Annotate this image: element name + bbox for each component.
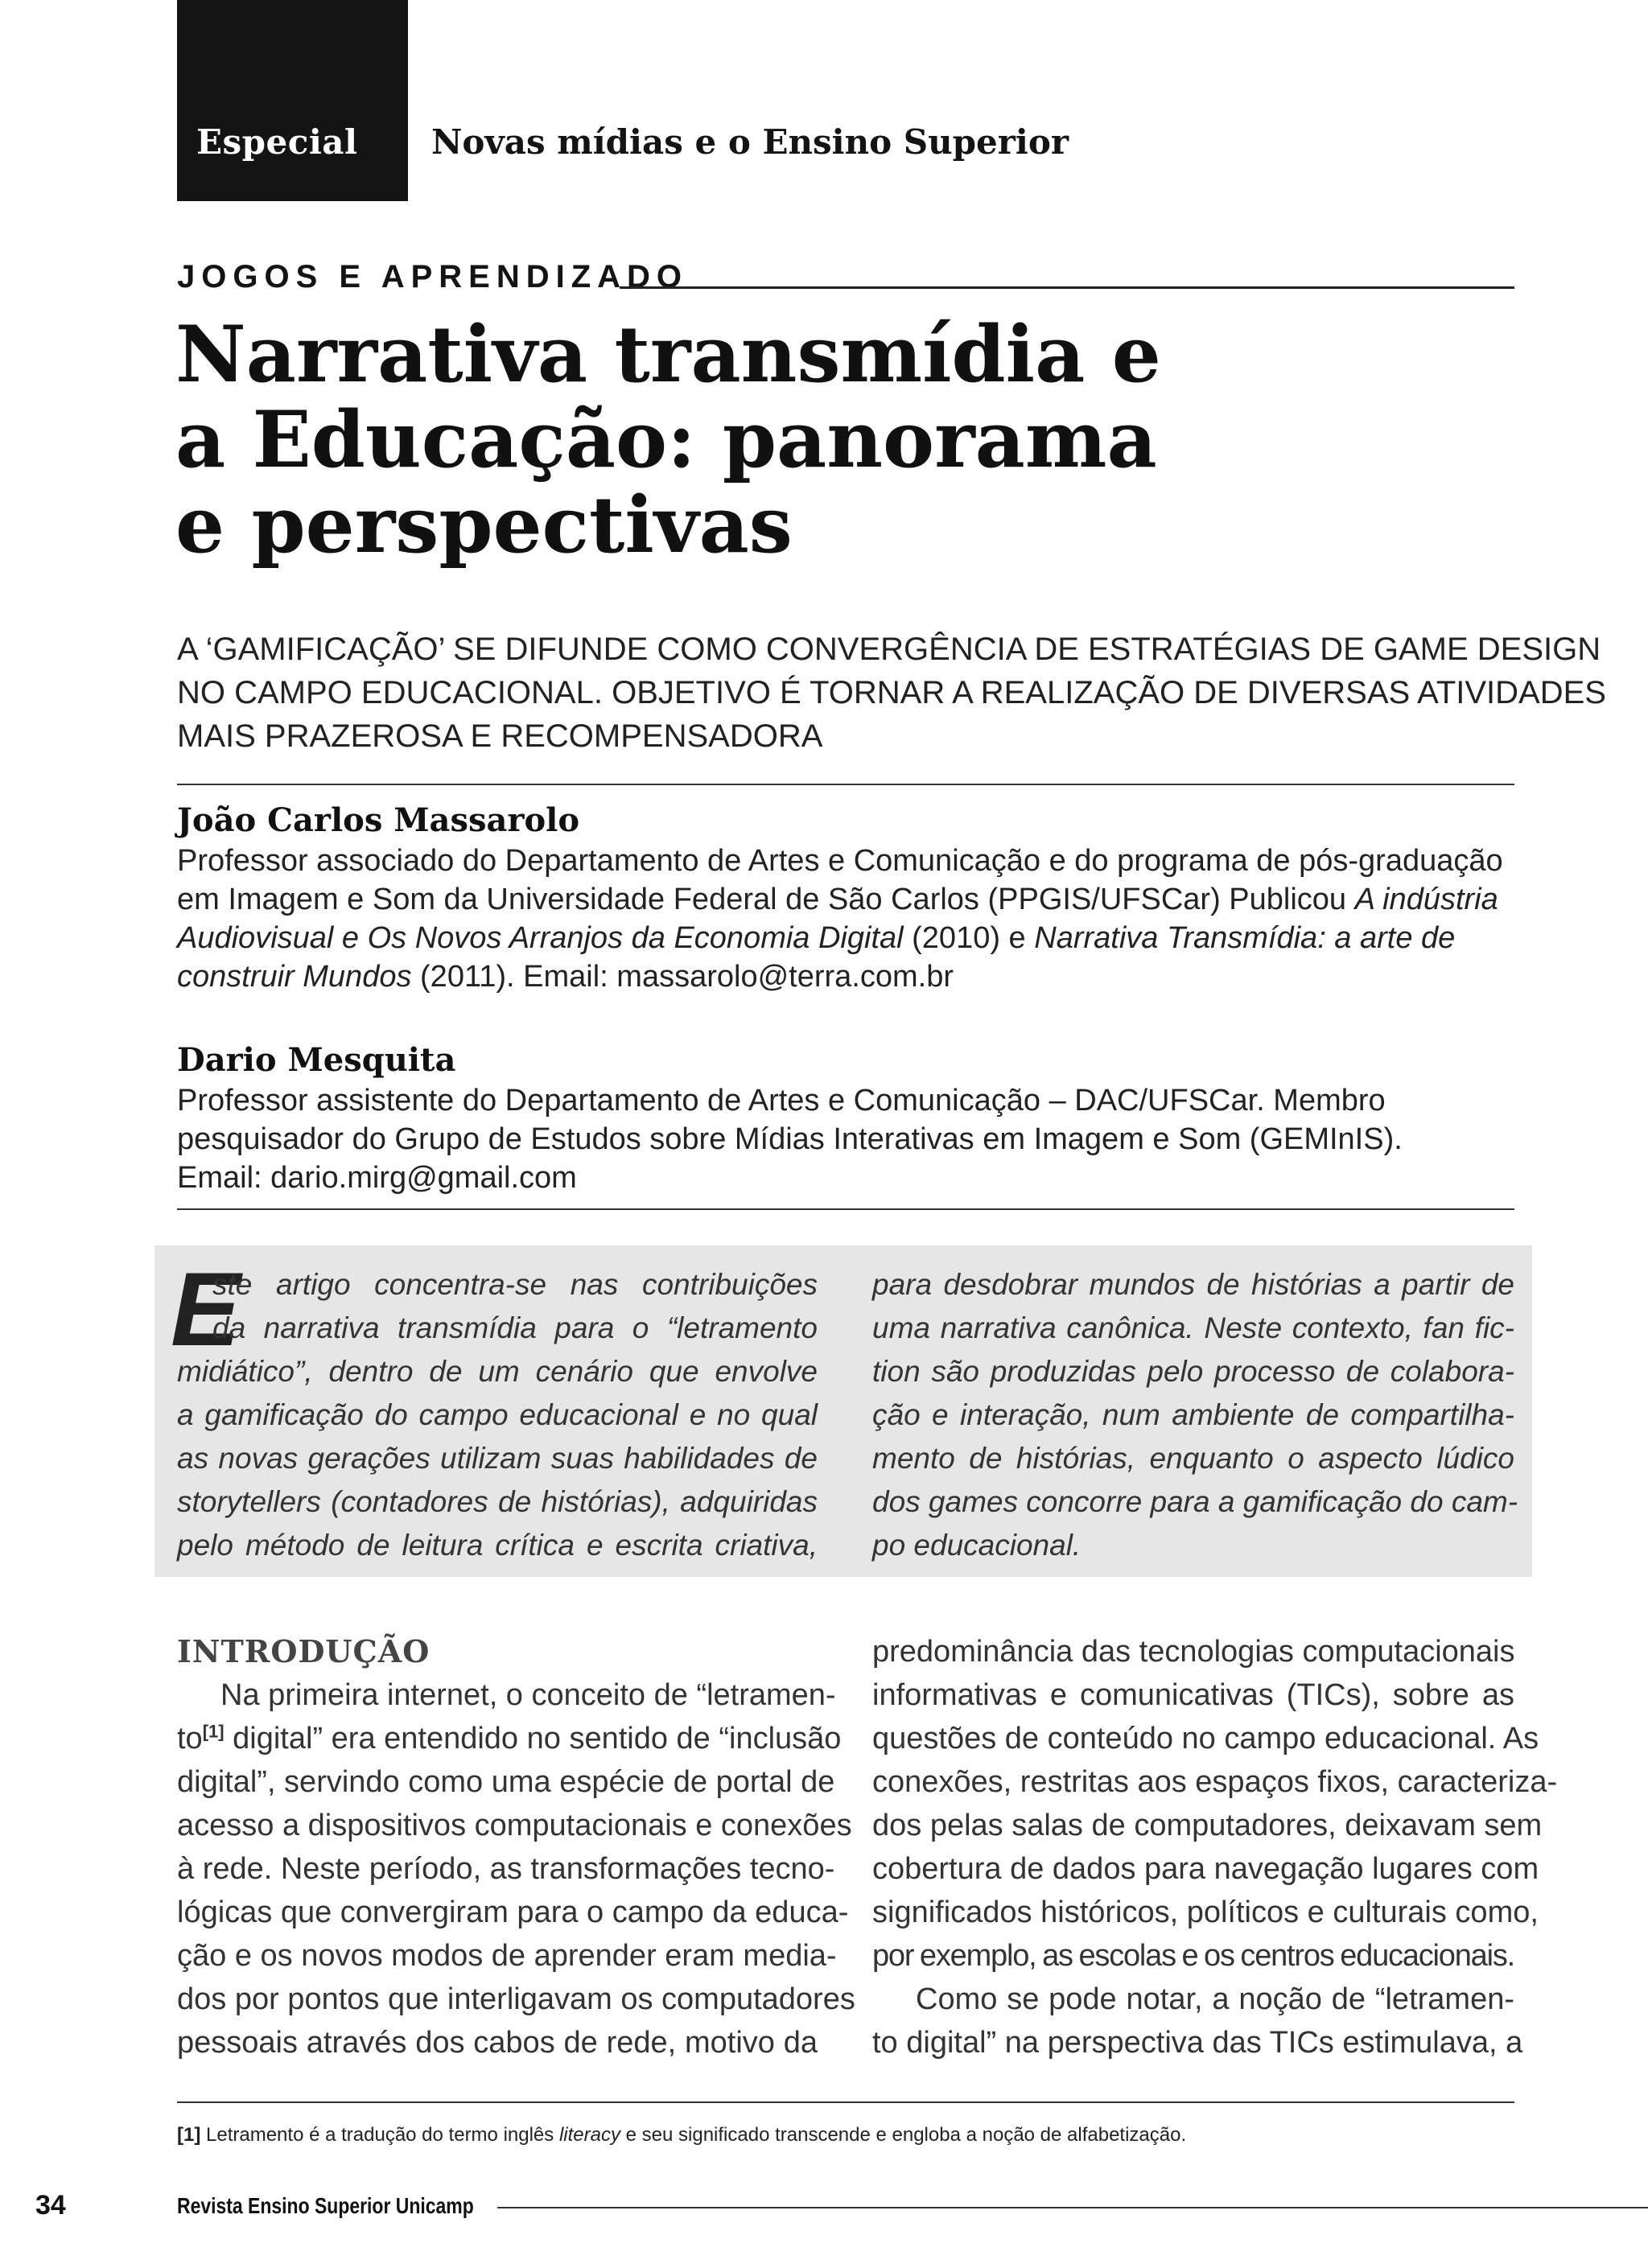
footnote-text: e seu significado transcende e engloba a noção de alfabetização. — [620, 2124, 1187, 2146]
footnote-ref[interactable]: [1] — [202, 1721, 225, 1742]
footnote-rule — [177, 2101, 1514, 2103]
deck-rule — [177, 784, 1514, 785]
bio-line — [177, 919, 1503, 957]
abstract-line: ção e interação, num ambiente de compartilha- — [872, 1398, 1514, 1431]
author-name: João Carlos Massarolo — [177, 801, 580, 839]
body-line: Na primeira internet, o conceito de “letramen- — [220, 1678, 836, 1712]
section-title: Novas mídias e o Ensino Superior — [431, 122, 1069, 162]
section-heading: INTRODUÇÃO — [177, 1633, 431, 1669]
deck-line: NO CAMPO EDUCACIONAL. OBJETIVO É TORNAR A REALIZAÇÃO DE DIVERSAS ATIVIDADES — [177, 675, 1606, 710]
book-title: A indústria — [1354, 883, 1498, 916]
bio-line — [177, 880, 1503, 919]
abstract-line: mento de histórias, enquanto o aspecto lúdico — [872, 1442, 1514, 1475]
body-line: acesso a dispositivos computacionais e conexões — [177, 1809, 852, 1842]
bio-line: Email: dario.mirg@gmail.com — [177, 1161, 577, 1195]
bio-text: (2010) e — [912, 921, 1026, 955]
book-title: construir Mundos — [177, 960, 412, 994]
abstract-line: a gamificação do campo educacional e no qual — [177, 1398, 818, 1431]
footer-rule — [497, 2207, 1648, 2208]
abstract-line: da narrativa transmídia para o “letramento — [212, 1311, 818, 1344]
body-line: cobertura de dados para navegação lugares com — [872, 1852, 1539, 1886]
abstract-line: midiático”, dentro de um cenário que envolve — [177, 1355, 818, 1388]
body-line: predominância das tecnologias computacionais — [872, 1635, 1515, 1669]
deck-line: MAIS PRAZEROSA E RECOMPENSADORA — [177, 718, 823, 754]
kicker-rule — [620, 286, 1514, 289]
body-line: pessoais através dos cabos de rede, motivo da — [177, 2026, 818, 2060]
body-column-left — [177, 1673, 855, 2064]
headline-line: e perspectivas — [175, 480, 793, 570]
book-title: Audiovisual e Os Novos Arranjos da Economia Digital — [177, 921, 904, 955]
footnote-text: Letramento é a tradução do termo inglês — [200, 2124, 559, 2146]
authors-rule — [177, 1208, 1514, 1210]
abstract-dropcap: E — [171, 1250, 241, 1368]
body-line: dos por pontos que interligavam os computadores — [177, 1982, 855, 2016]
body-line: to digital” na perspectiva das TICs estimulava, a — [872, 2026, 1523, 2060]
headline-line: Narrativa transmídia e — [175, 309, 1161, 400]
article-deck — [177, 628, 1606, 758]
bio-line: Professor associado do Departamento de Artes e Comunicação e do programa de pós-graduação — [177, 844, 1503, 878]
body-line: à rede. Neste período, as transformações tecno- — [177, 1852, 835, 1886]
author-bio — [177, 842, 1503, 996]
body-text: to — [177, 1722, 203, 1756]
footnote-term: literacy — [558, 2124, 620, 2146]
publication-name: Revista Ensino Superior Unicamp — [177, 2193, 474, 2218]
abstract-line: para desdobrar mundos de histórias a partir de — [872, 1268, 1514, 1301]
bio-text: em Imagem e Som da Universidade Federal de São Carlos (PPGIS/UFSCar) Publicou — [177, 883, 1347, 916]
body-text: digital” era entendido no sentido de “inclusão — [224, 1722, 842, 1756]
abstract-line: as novas gerações utilizam suas habilidades de — [177, 1442, 818, 1475]
body-line: Como se pode notar, a noção de “letramen- — [916, 1982, 1514, 2016]
body-line: conexões, restritas aos espaços fixos, caracteriza- — [872, 1765, 1558, 1799]
article-headline — [175, 309, 1382, 570]
abstract-line: dos games concorre para a gamificação do cam- — [872, 1485, 1518, 1518]
abstract-line: ste artigo concentra-se nas contribuições — [212, 1268, 818, 1301]
body-line: por exemplo, as escolas e os centros educacionais. — [872, 1939, 1514, 1973]
body-line — [177, 1717, 842, 1760]
abstract-line: pelo método de leitura crítica e escrita criativa, — [177, 1529, 818, 1562]
deck-line: A ‘GAMIFICAÇÃO’ SE DIFUNDE COMO CONVERGÊNCIA DE ESTRATÉGIAS DE GAME DESIGN — [177, 632, 1601, 667]
footnote — [177, 2124, 1186, 2147]
article-kicker: JOGOS E APRENDIZADO — [177, 259, 689, 294]
footnote-marker: [1] — [177, 2124, 201, 2146]
body-line: digital”, servindo como uma espécie de portal de — [177, 1765, 835, 1799]
book-title: Narrativa Transmídia: a arte de — [1034, 921, 1456, 955]
abstract-column-right — [872, 1263, 1518, 1567]
abstract-column-left — [177, 1263, 818, 1567]
bio-line: pesquisador do Grupo de Estudos sobre Mídias Interativas em Imagem e Som (GEMInIS). — [177, 1122, 1403, 1156]
body-line: lógicas que convergiram para o campo da educa- — [177, 1895, 849, 1929]
page-number: 34 — [35, 2190, 66, 2221]
body-line: dos pelas salas de computadores, deixavam sem — [872, 1809, 1543, 1842]
author-bio — [177, 1081, 1403, 1197]
bio-text: (2011). Email: massarolo@terra.com.br — [420, 960, 954, 994]
body-line: questões de conteúdo no campo educacional. As — [872, 1722, 1539, 1756]
body-line: informativas e comunicativas (TICs), sobre as — [872, 1678, 1514, 1712]
body-line: ção e os novos modos de aprender eram media- — [177, 1939, 837, 1973]
abstract-line: storytellers (contadores de histórias), adquiridas — [177, 1485, 818, 1518]
section-tag-block — [177, 0, 408, 201]
body-line: significados históricos, políticos e culturais como, — [872, 1895, 1539, 1929]
body-column-right — [872, 1630, 1558, 2064]
abstract-line: uma narrativa canônica. Neste contexto, fan fic- — [872, 1311, 1514, 1344]
bio-line — [177, 957, 1503, 996]
abstract-line: tion são produzidas pelo processo de colabora- — [872, 1355, 1514, 1388]
headline-line: a Educação: panorama — [175, 394, 1157, 485]
bio-line: Professor assistente do Departamento de Artes e Comunicação – DAC/UFSCar. Membro — [177, 1084, 1386, 1118]
abstract-line: po educacional. — [872, 1529, 1082, 1562]
author-name: Dario Mesquita — [177, 1041, 456, 1079]
section-tag: Especial — [196, 122, 358, 162]
